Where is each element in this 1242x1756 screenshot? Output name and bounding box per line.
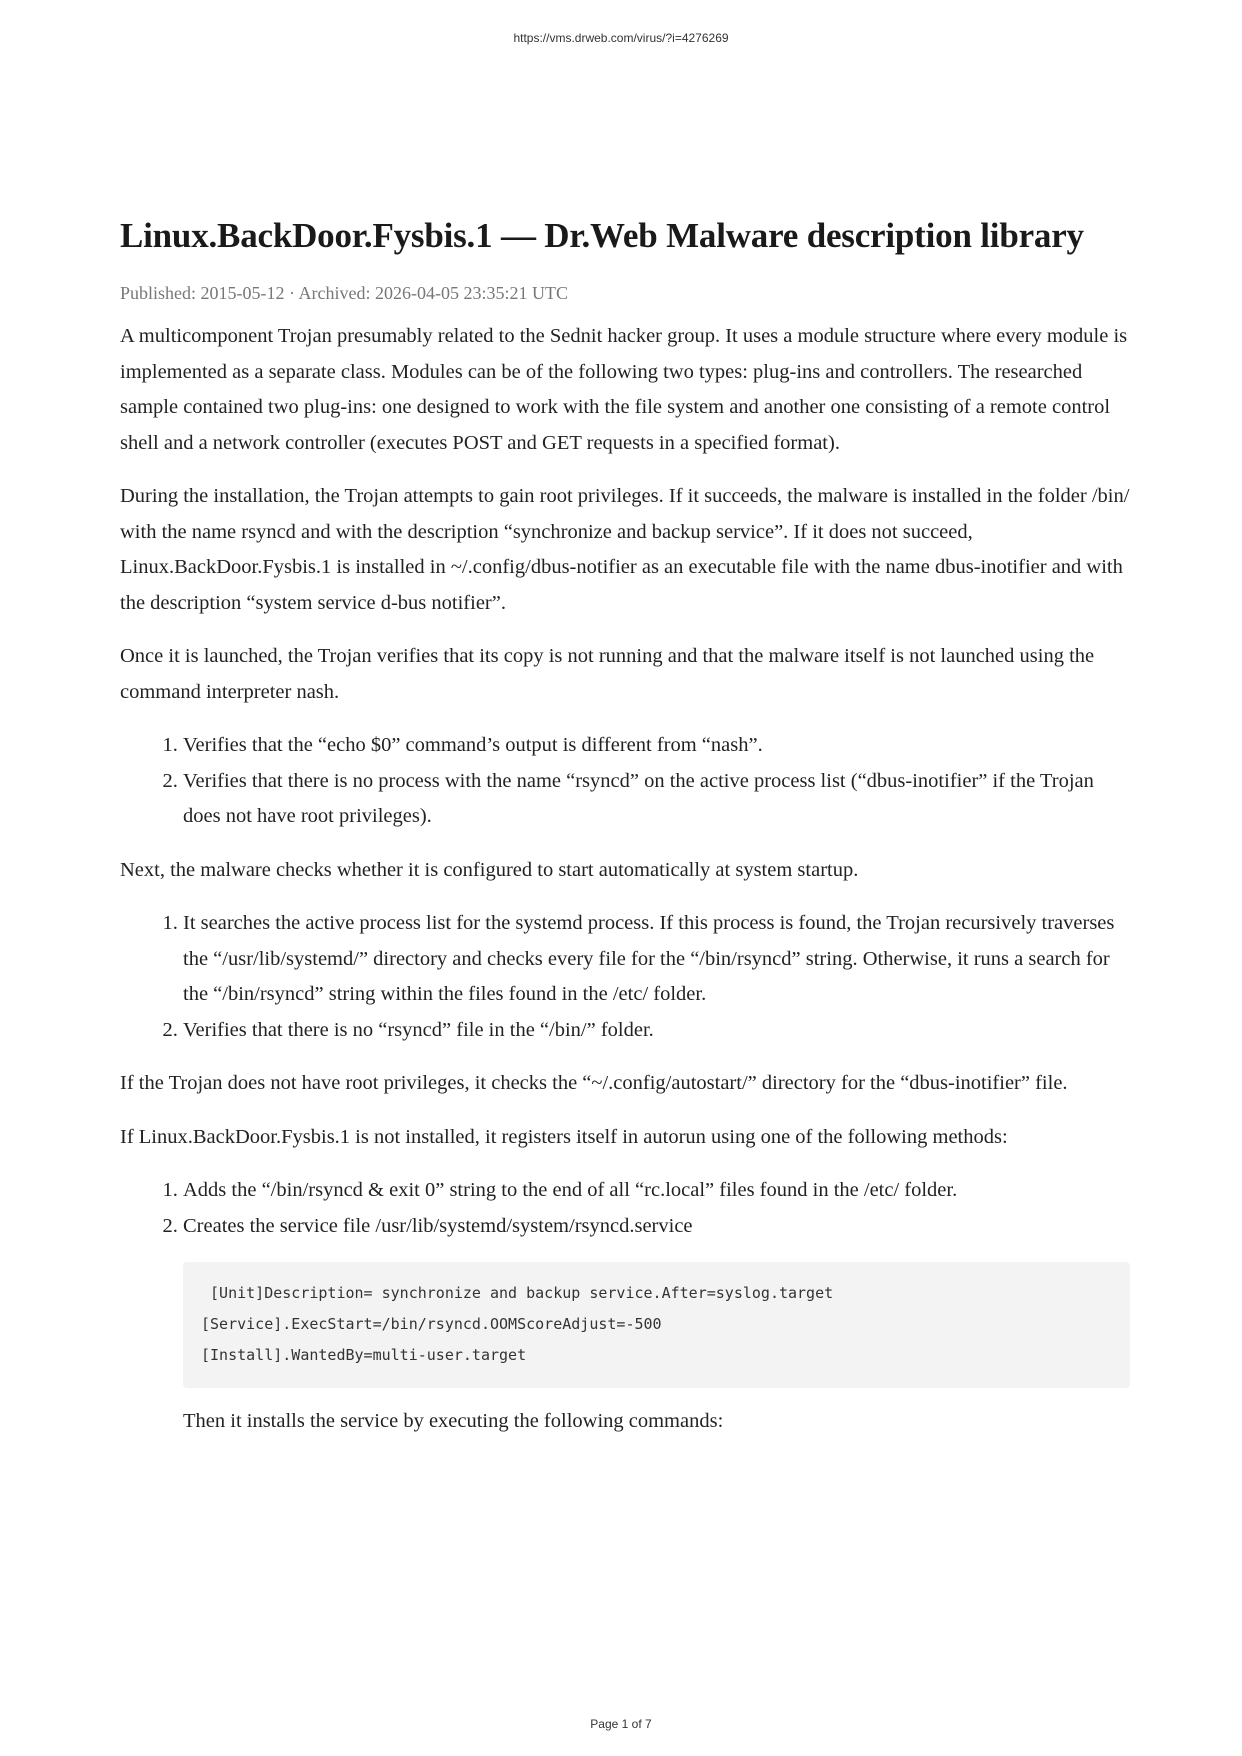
list-item: 1. Verifies that the “echo $0” command’s output is different from “nash”. — [183, 728, 1130, 764]
autostart-checks-list — [120, 906, 1130, 1048]
page-title: Linux.BackDoor.Fysbis.1 — Dr.Web Malware description library — [120, 216, 1084, 255]
article — [120, 212, 1130, 1440]
paragraph-autorun: If Linux.BackDoor.Fysbis.1 is not installed, it registers itself in autorun using one of the following methods: — [120, 1125, 1008, 1148]
page-url: https://vms.drweb.com/virus/?i=4276269 — [513, 31, 729, 45]
autorun-methods-list — [120, 1173, 1130, 1244]
code-line: [Service].ExecStart=/bin/rsyncd.OOMScoreAdjust=-500 — [201, 1315, 662, 1333]
list-item: 2. Creates the service file /usr/lib/systemd/system/rsyncd.service — [183, 1209, 1130, 1245]
list-item: 2. Verifies that there is no process with the name “rsyncd” on the active process list (“dbus-inotifier” if the Trojan does not have root privileges). — [183, 764, 1130, 835]
launch-checks-list — [120, 728, 1130, 835]
list-item: 2. Verifies that there is no “rsyncd” file in the “/bin/” folder. — [183, 1013, 1130, 1049]
paragraph-installation: During the installation, the Trojan attempts to gain root privileges. If it succeeds, the malware is installed in the folder /bin/ with the name rsyncd and with the description “synchronize and backup service”. If it does not succeed, Linux.BackDoor.Fysbis.1 is installed in ~/.config/dbus-notifier as an executable file with the name dbus-inotifier and with the description “system service d-bus notifier”. — [120, 485, 1130, 614]
paragraph-launch: Once it is launched, the Trojan verifies that its copy is not running and that the malware itself is not launched using the command interpreter nash. — [120, 645, 1095, 703]
service-file-code — [183, 1262, 1130, 1388]
paragraph-intro: A multicomponent Trojan presumably related to the Sednit hacker group. It uses a module structure where every module is implemented as a separate class. Modules can be of the following two types: plug-ins and controllers. The researched sample contained two plug-ins: one designed to work with the file system and another one consisting of a remote control shell and a network controller (executes POST and GET requests in a specified format). — [120, 325, 1128, 454]
list-item: 1. It searches the active process list for the systemd process. If this process is found, the Trojan recursively traverses the “/usr/lib/systemd/” directory and checks every file for the “/bin/rsyncd” string. Otherwise, it runs a search for the “/bin/rsyncd” string within the files found in the /etc/ folder. — [183, 906, 1130, 1013]
paragraph-autostart: Next, the malware checks whether it is configured to start automatically at system startup. — [120, 858, 859, 881]
publish-meta: Published: 2015-05-12 · Archived: 2026-04-05 23:35:21 UTC — [120, 283, 568, 303]
list-item: 1. Adds the “/bin/rsyncd & exit 0” string to the end of all “rc.local” files found in the /etc/ folder. — [183, 1173, 1130, 1209]
code-line: [Install].WantedBy=multi-user.target — [201, 1346, 527, 1364]
page-number: Page 1 of 7 — [590, 1717, 652, 1731]
paragraph-no-root: If the Trojan does not have root privileges, it checks the “~/.config/autostart/” directory for the “dbus-inotifier” file. — [120, 1072, 1068, 1094]
code-line: [Unit]Description= synchronize and backup service.After=syslog.target — [201, 1284, 834, 1302]
paragraph-install-service: Then it installs the service by executing the following commands: — [183, 1410, 724, 1432]
